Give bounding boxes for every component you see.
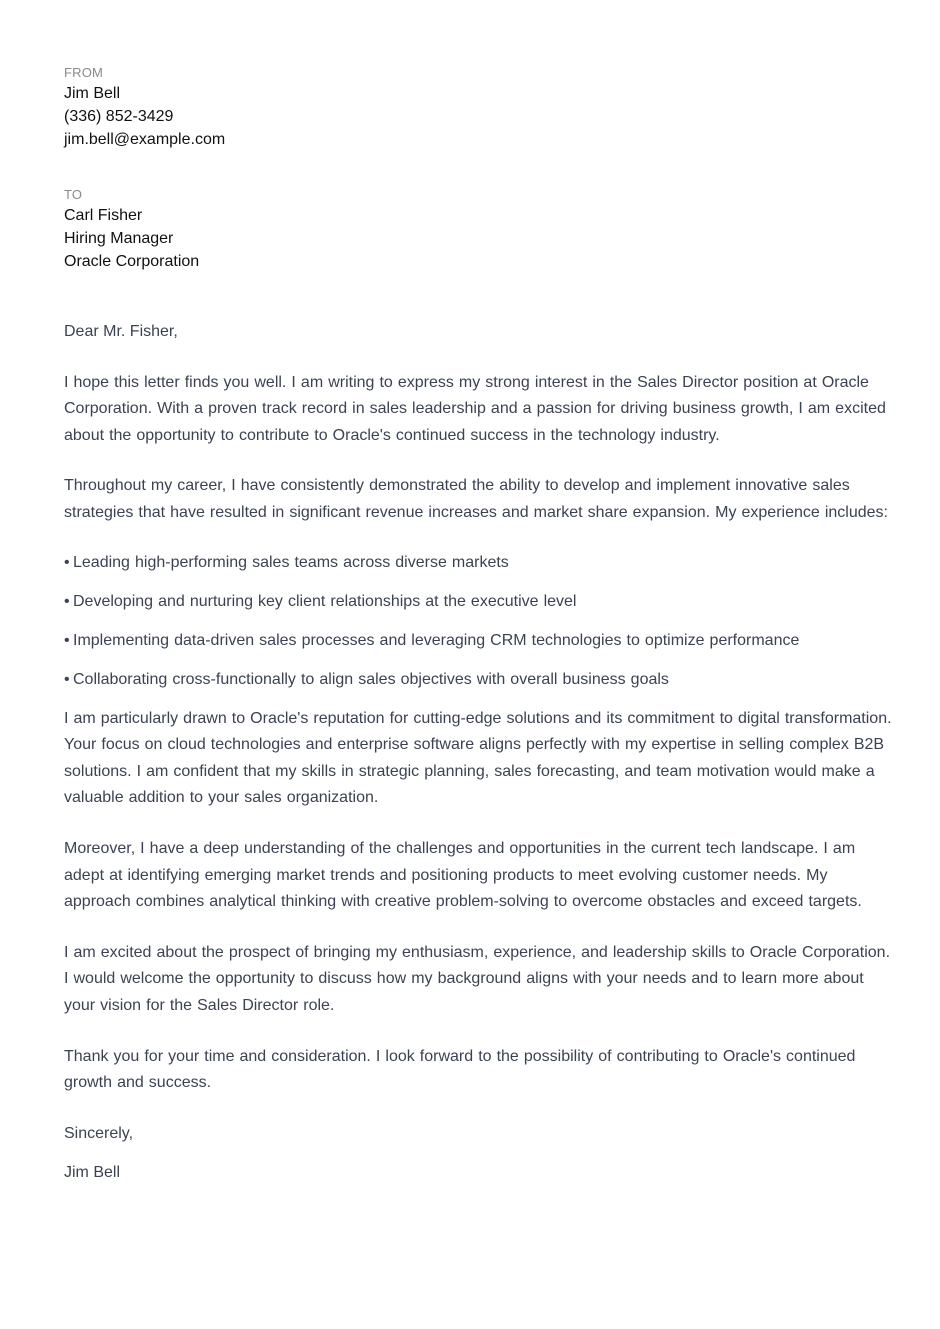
sender-label: FROM	[64, 65, 104, 80]
recipient-company: Oracle Corporation	[64, 253, 200, 270]
thank-you-paragraph: Thank you for your time and consideration. I look forward to the possibility of contributing to Oracle's continued growth and success.	[64, 1047, 856, 1092]
signature: Jim Bell	[64, 1163, 121, 1181]
list-item-text: Leading high-performing sales teams across diverse markets	[73, 554, 509, 572]
salutation: Dear Mr. Fisher,	[64, 323, 178, 340]
list-item	[64, 667, 898, 694]
list-item	[64, 550, 898, 577]
experience-list	[64, 550, 898, 693]
sender-name: Jim Bell	[64, 85, 121, 102]
bullet-icon: •	[64, 554, 70, 572]
bullet-icon: •	[64, 593, 70, 611]
recipient-name: Carl Fisher	[64, 207, 143, 224]
list-item-text: Implementing data-driven sales processes and leveraging CRM technologies to optimize performance	[73, 632, 800, 650]
list-item-text: Developing and nurturing key client relationships at the executive level	[73, 593, 577, 611]
sender-block	[64, 64, 898, 151]
intro-paragraph: I hope this letter finds you well. I am writing to express my strong interest in the Sales Director position at Oracle Corporation. With a proven track record in sales leadership and a passion for driving business growth, I am excited about the opportunity to contribute to Oracle's continued success in the technology industry.	[64, 373, 886, 444]
bullet-icon: •	[64, 632, 70, 650]
motivation-paragraph: I am particularly drawn to Oracle's reputation for cutting-edge solutions and its commitment to digital transformation. Your focus on cloud technologies and enterprise software aligns perfectly with my expertise in selling complex B2B solutions. I am confident that my skills in strategic planning, sales forecasting, and team motivation would make a valuable addition to your sales organization.	[64, 709, 892, 807]
recipient-block	[64, 186, 898, 273]
list-item-text: Collaborating cross-functionally to align sales objectives with overall business goals	[73, 670, 669, 688]
cover-letter	[64, 64, 898, 1186]
expertise-paragraph: Moreover, I have a deep understanding of the challenges and opportunities in the current tech landscape. I am adept at identifying emerging market trends and positioning products to meet evolving customer needs. My approach combines analytical thinking with creative problem-solving to overcome obstacles and exceed targets.	[64, 840, 862, 911]
recipient-title: Hiring Manager	[64, 230, 174, 247]
sender-phone: (336) 852-3429	[64, 108, 174, 125]
bullet-icon: •	[64, 670, 70, 688]
enthusiasm-paragraph: I am excited about the prospect of bringing my enthusiasm, experience, and leadership skills to Oracle Corporation. I would welcome the opportunity to discuss how my background aligns with your needs and to learn more about your vision for the Sales Director role.	[64, 943, 891, 1014]
sender-email: jim.bell@example.com	[64, 131, 226, 148]
list-item	[64, 589, 898, 616]
closing: Sincerely,	[64, 1124, 134, 1142]
list-item	[64, 628, 898, 655]
recipient-label: TO	[64, 187, 83, 202]
experience-paragraph: Throughout my career, I have consistently demonstrated the ability to develop and implement innovative sales strategies that have resulted in significant revenue increases and market share expansion. My experience includes:	[64, 477, 888, 521]
